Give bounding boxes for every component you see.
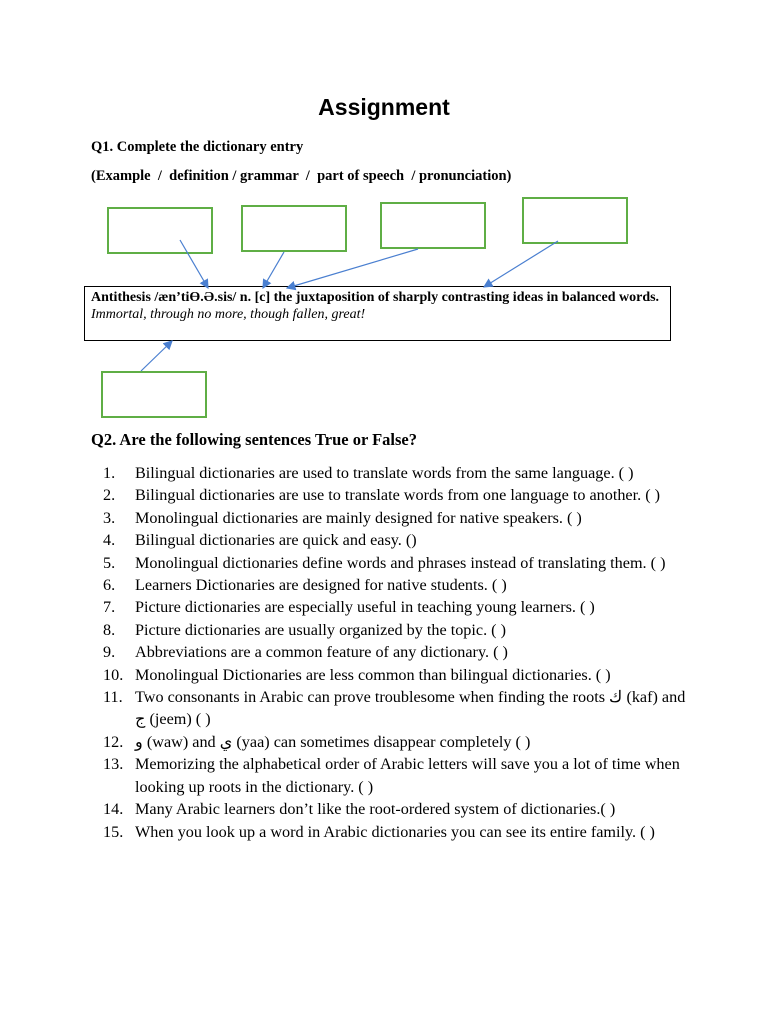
answer-box-1[interactable] — [107, 207, 213, 254]
arrow-2 — [263, 252, 284, 288]
answer-box-3[interactable] — [380, 202, 486, 249]
entry-headword-line: Antithesis /æn’tiƟ.Ə.sis/ n. [c] the juxtaposition of sharply contrasting ideas in balanced words. — [91, 290, 660, 305]
list-item: 9. Abbreviations are a common feature of any dictionary. ( ) — [103, 643, 508, 662]
page-title: Assignment — [318, 94, 450, 120]
dictionary-entry — [84, 286, 671, 341]
list-item: 3. Monolingual dictionaries are mainly designed for native speakers. ( ) — [103, 508, 582, 527]
list-item: 11. Two consonants in Arabic can prove troublesome when finding the roots ك (kaf) and ج (jeem) ( ) — [103, 688, 686, 729]
arrow-5 — [141, 341, 172, 371]
list-item: 15. When you look up a word in Arabic dictionaries you can see its entire family. ( ) — [103, 822, 655, 841]
list-item: 4. Bilingual dictionaries are quick and easy. () — [103, 531, 417, 550]
arrow-4 — [484, 241, 558, 287]
list-item: 2. Bilingual dictionaries are use to translate words from one language to another. ( ) — [103, 486, 661, 505]
list-item: 13. Memorizing the alphabetical order of Arabic letters will save you a lot of time when looking up roots in the dictionary. ( ) — [103, 755, 680, 796]
list-item: 12. و (waw) and ي (yaa) can sometimes disappear completely ( ) — [103, 732, 531, 751]
list-item: 14. Many Arabic learners don’t like the root-ordered system of dictionaries.( ) — [103, 800, 616, 819]
arrow-3 — [287, 249, 418, 288]
answer-box-4[interactable] — [522, 197, 628, 244]
entry-example: Immortal, through no more, though fallen, great! — [91, 307, 366, 322]
list-item: 5. Monolingual dictionaries define words and phrases instead of translating them. ( ) — [103, 553, 666, 572]
list-item: 1. Bilingual dictionaries are used to translate words from the same language. ( ) — [103, 464, 634, 482]
q1-options: (Example / definition / grammar / part of speech / pronunciation) — [91, 168, 512, 184]
list-item: 7. Picture dictionaries are especially useful in teaching young learners. ( ) — [103, 598, 595, 617]
answer-box-2[interactable] — [241, 205, 347, 252]
answer-box-5[interactable] — [101, 371, 207, 418]
list-item: 6. Learners Dictionaries are designed for native students. ( ) — [103, 576, 507, 595]
q2-heading: Q2. Are the following sentences True or False? — [91, 430, 417, 449]
list-item: 8. Picture dictionaries are usually organized by the topic. ( ) — [103, 620, 506, 639]
q1-heading: Q1. Complete the dictionary entry — [91, 139, 304, 155]
q2-list — [103, 462, 693, 843]
list-item: 10. Monolingual Dictionaries are less common than bilingual dictionaries. ( ) — [103, 665, 611, 684]
